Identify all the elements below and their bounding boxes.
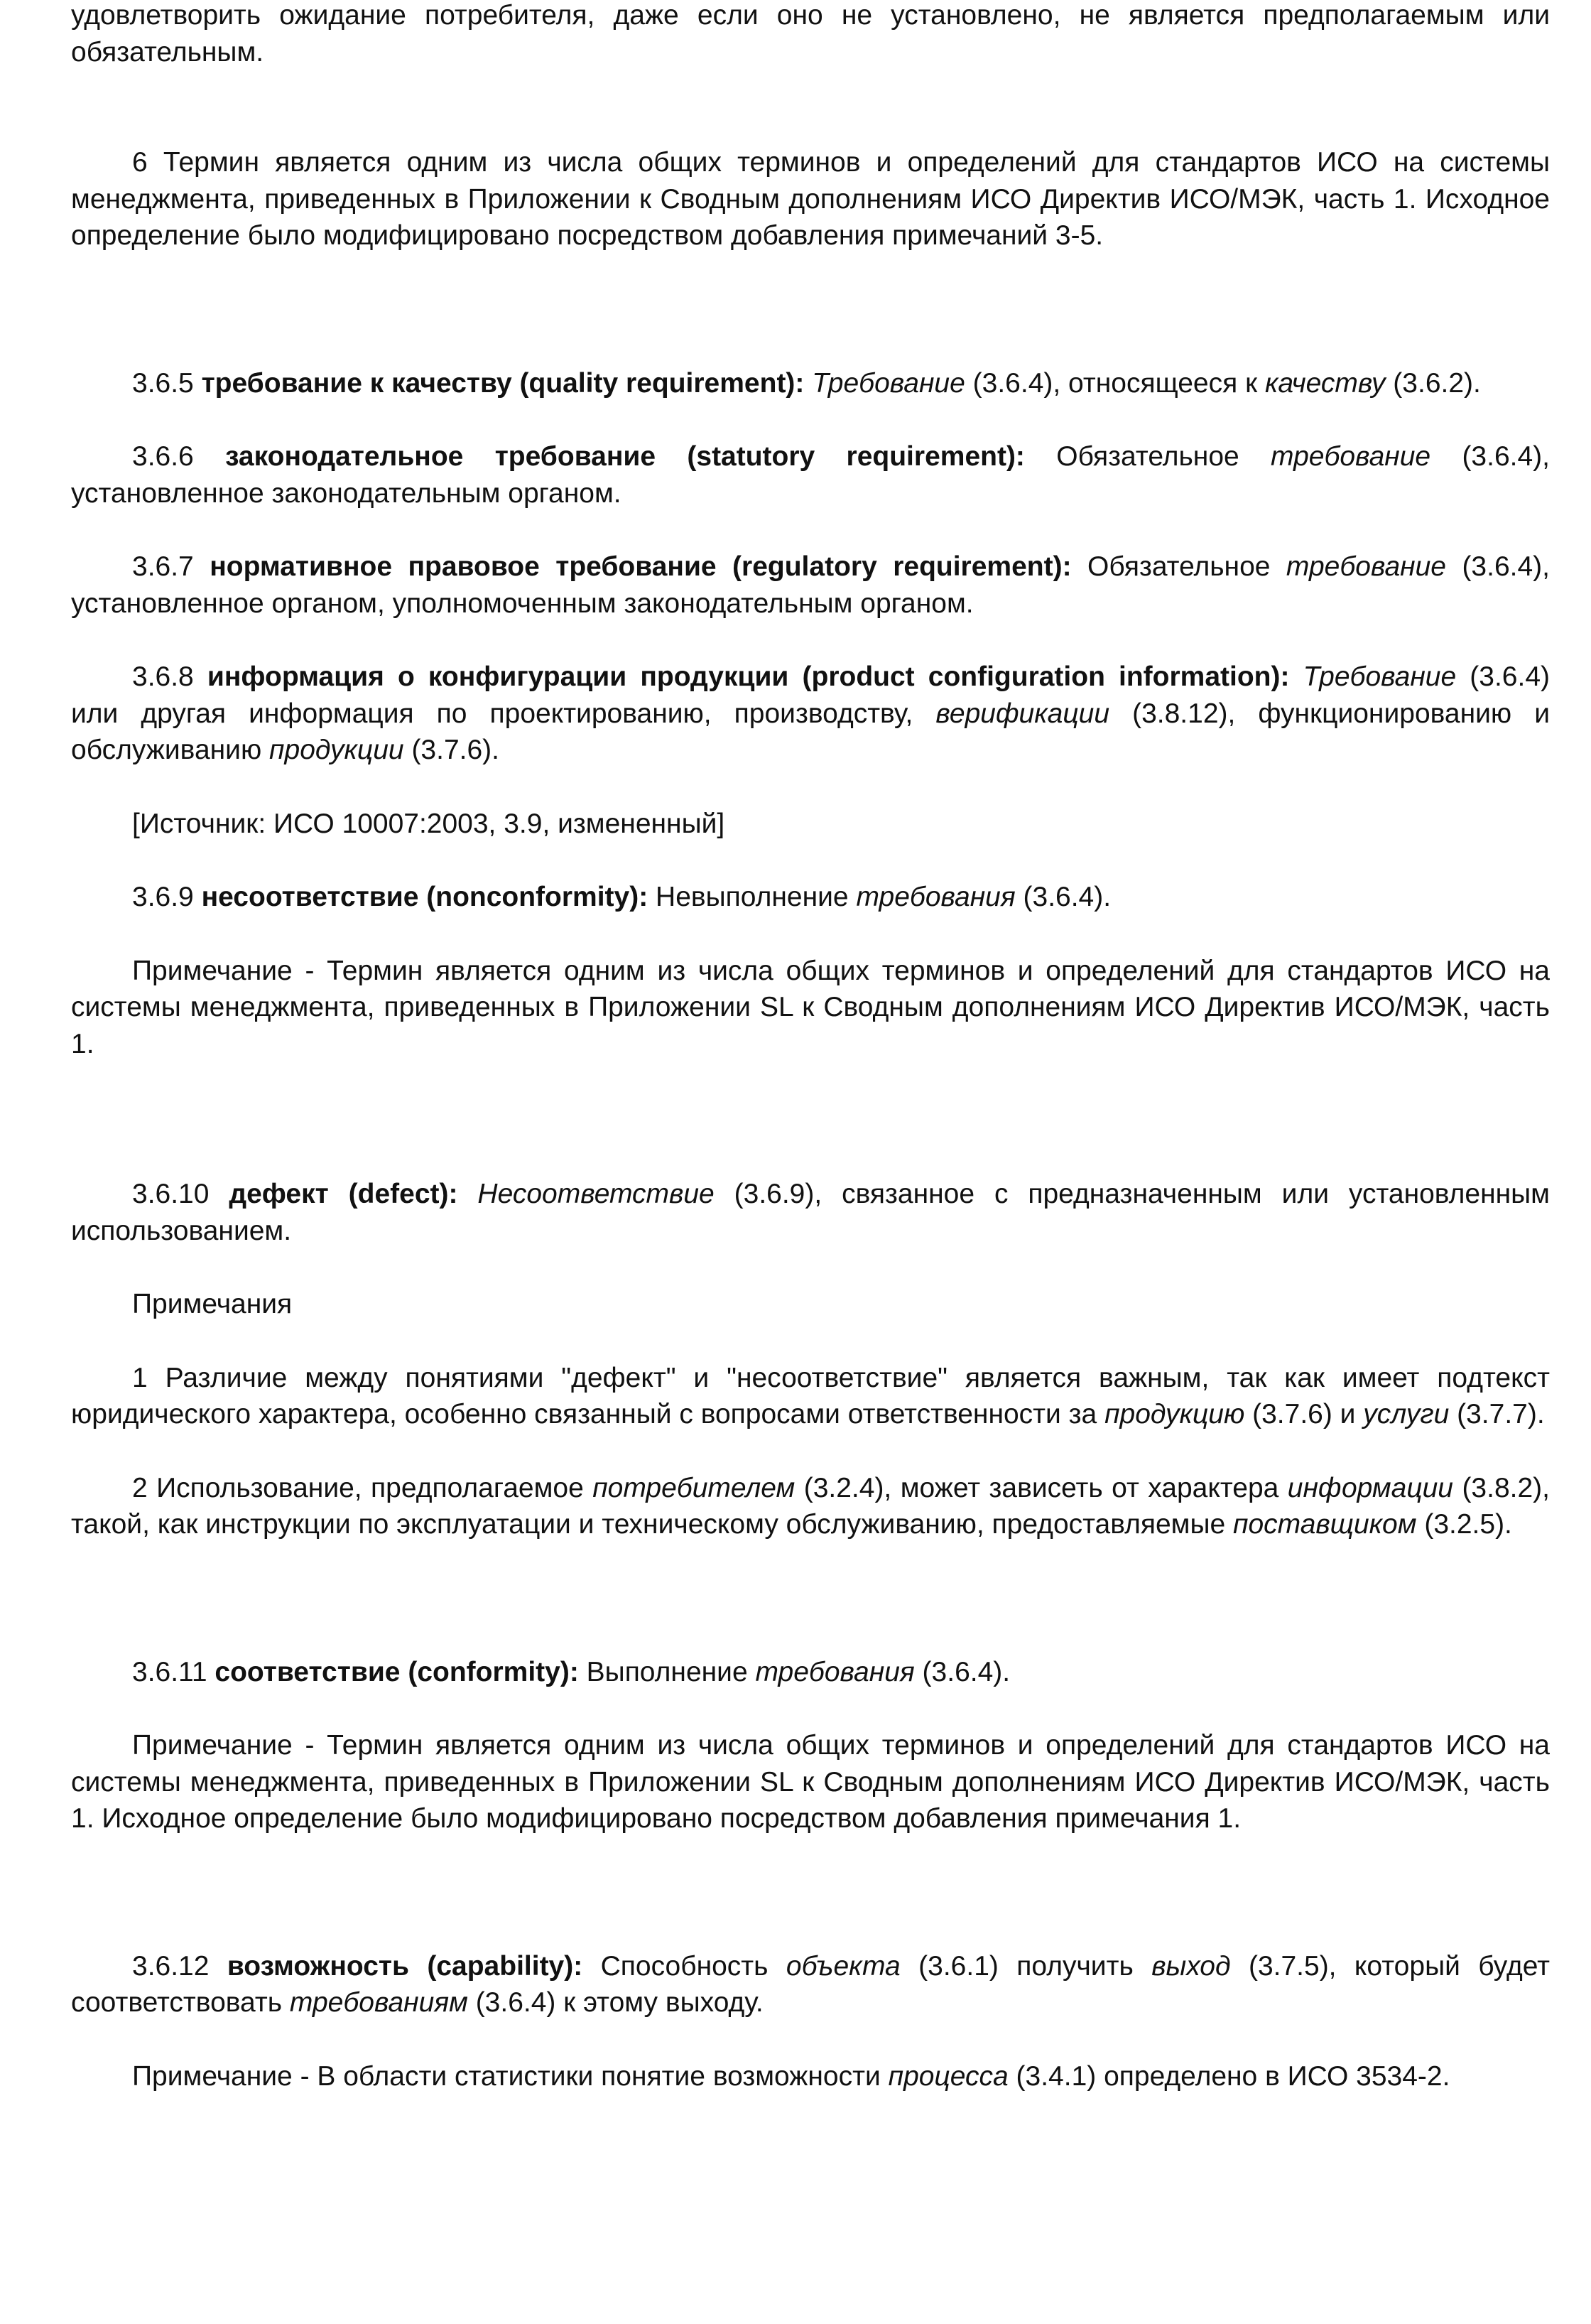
term-reference: требованиям [289, 1987, 468, 2018]
term-3-6-12-capability [71, 1948, 1550, 2021]
text-run: (3.6.4), установленное органом, уполномоченным законодательным органом. [71, 551, 1550, 619]
text-run: Выполнение [578, 1656, 756, 1687]
term-3-6-10-defect [71, 1176, 1550, 1249]
text-run: 3.6.7 [132, 551, 210, 582]
term-reference: процесса [888, 2060, 1009, 2092]
term-reference: выход [1151, 1950, 1231, 1982]
note-defect-2 [71, 1470, 1550, 1543]
text-run: 3.6.6 [132, 441, 226, 472]
term-reference: Требование [1303, 661, 1457, 692]
note-6 [71, 144, 1550, 254]
term-3-6-6-statutory-requirement [71, 438, 1550, 512]
text-run: (3.2.4), может зависеть от характера [795, 1472, 1288, 1503]
text-run: (3.6.4) к этому выходу. [467, 1987, 764, 2018]
term-reference: Требование [812, 367, 965, 399]
term-reference: требование [1286, 551, 1446, 582]
term-reference: объекта [786, 1950, 901, 1982]
term-reference: качеству [1264, 367, 1386, 399]
text-run: (3.6.4) или другая информация по проектированию, производству, [71, 661, 1551, 729]
term-reference: требования [755, 1656, 915, 1687]
text-run: 3.6.9 [132, 882, 202, 912]
text-run: (3.8.2), такой, как инструкции по эксплуатации и техническому обслуживанию, предоставляемые [71, 1472, 1550, 1540]
text-run: (3.8.12), функционированию и обслуживанию [71, 698, 1551, 765]
term-reference: требование [1271, 441, 1431, 472]
text-run: Примечание - Термин является одним из числа общих терминов и определений для стандартов ИСО на системы менеджмента, приведенных в Приложении SL к Сводным дополнениям ИСО Директив ИСО/МЭК, часть 1. [71, 955, 1550, 1059]
text-run: 3.6.5 [132, 367, 202, 399]
document-page [71, 0, 1550, 2095]
text-run: (3.2.5). [1416, 1509, 1512, 1540]
term-reference: поставщиком [1233, 1509, 1417, 1540]
source-reference [71, 806, 1550, 843]
term-3-6-9-nonconformity [71, 879, 1550, 916]
text-run: Обязательное [1071, 551, 1286, 582]
term-reference: потребителем [592, 1472, 796, 1503]
note-defect-1 [71, 1360, 1550, 1433]
text-run: (3.7.7). [1449, 1399, 1545, 1429]
text-run: (3.6.9), связанное с предназначенным или установленным использованием. [71, 1179, 1550, 1246]
text-run: (3.6.4). [1015, 882, 1112, 912]
text-run: 6 Термин является одним из числа общих терминов и определений для стандартов ИСО на системы менеджмента, приведенных в Приложении к Сводным дополнениям ИСО Директив ИСО/МЭК, часть 1. Исходное определение было модифицировано посредством добавления примечаний 3-5. [71, 147, 1550, 251]
text-run: Примечание - В области статистики понятие возможности [132, 2060, 889, 2092]
text-run: 3.6.8 [132, 661, 207, 692]
term-reference: требования [856, 882, 1016, 912]
text-run [457, 1179, 477, 1209]
note-capability [71, 2058, 1550, 2095]
term-name: дефект (defect): [229, 1179, 458, 1209]
text-run: (3.7.6) и [1244, 1399, 1364, 1429]
text-run: Обязательное [1024, 441, 1271, 472]
term-3-6-7-regulatory-requirement [71, 548, 1550, 622]
text-run: (3.6.4), относящееся к [965, 367, 1265, 399]
term-reference: продукцию [1104, 1399, 1245, 1429]
text-run: 3.6.10 [132, 1179, 229, 1209]
term-3-6-5-quality-requirement [71, 365, 1550, 402]
text-run [1289, 661, 1303, 692]
paragraph-continuation [71, 0, 1550, 70]
text-run: 3.6.12 [132, 1950, 227, 1982]
text-run [804, 368, 812, 399]
term-reference: информации [1287, 1472, 1454, 1503]
term-name: несоответствие (nonconformity): [201, 882, 648, 912]
text-run: (3.4.1) определено в ИСО 3534-2. [1008, 2060, 1450, 2092]
term-reference: продукции [269, 735, 404, 765]
text-run: 1 Различие между понятиями "дефект" и "несоответствие" является важным, так как имеет подтекст юридического характера, особенно связанный с вопросами ответственности за [71, 1362, 1550, 1429]
text-run: Невыполнение [648, 882, 857, 912]
term-name: нормативное правовое требование (regulatory requirement): [210, 551, 1072, 582]
text-run: Способность [582, 1950, 786, 1982]
term-reference: Несоответствие [477, 1179, 715, 1209]
term-name: возможность (capability): [227, 1950, 583, 1982]
term-3-6-8-product-configuration-information [71, 659, 1550, 769]
term-name: требование к качеству (quality requirement): [201, 367, 805, 399]
text-run: Примечания [132, 1289, 293, 1319]
text-run: 3.6.11 [132, 1656, 215, 1687]
note-nonconformity [71, 953, 1550, 1063]
term-name: соответствие (conformity): [215, 1656, 579, 1687]
text-run: (3.6.1) получить [900, 1950, 1152, 1982]
term-reference: верификации [935, 698, 1110, 729]
term-name: информация о конфигурации продукции (product configuration information): [207, 661, 1290, 692]
term-reference: услуги [1363, 1399, 1450, 1429]
term-3-6-11-conformity [71, 1654, 1550, 1691]
text-run: [Источник: ИСО 10007:2003, 3.9, измененный] [132, 808, 725, 839]
text-run: (3.6.2). [1385, 367, 1481, 399]
note-conformity [71, 1727, 1550, 1837]
text-run: (3.6.4), установленное законодательным органом. [71, 441, 1550, 509]
text-run: Примечание - Термин является одним из числа общих терминов и определений для стандартов ИСО на системы менеджмента, приведенных в Приложении SL к Сводным дополнениям ИСО Директив ИСО/МЭК, часть 1. Исходное определение было модифицировано посредством добавления примечания 1. [71, 1730, 1550, 1834]
text-run: (3.7.5), который будет соответствовать [71, 1950, 1550, 2018]
text-run: (3.6.4). [914, 1656, 1011, 1687]
term-name: законодательное требование (statutory requirement): [225, 441, 1025, 472]
notes-heading [71, 1286, 1550, 1323]
text-run: (3.7.6). [403, 735, 499, 765]
text-run: 2 Использование, предполагаемое [132, 1472, 593, 1503]
text-run: удовлетворить ожидание потребителя, даже если оно не установлено, не является предполагаемым или обязательным. [71, 0, 1550, 67]
